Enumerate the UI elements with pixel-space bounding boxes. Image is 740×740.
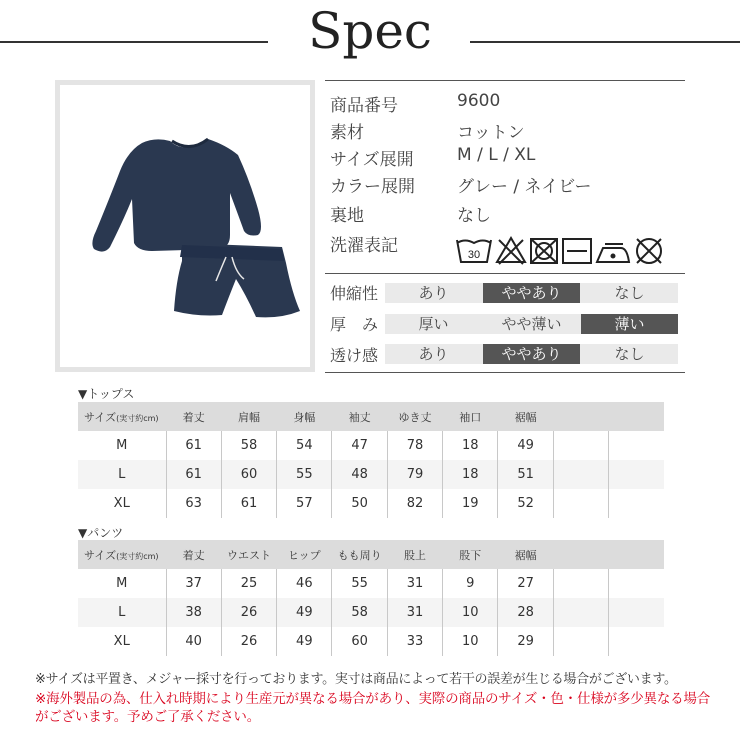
table-cell: 29 xyxy=(498,627,553,656)
table-cell-empty xyxy=(609,598,664,627)
spec-label-material: 素材 xyxy=(330,123,364,143)
column-header: 裾幅 xyxy=(498,402,553,431)
product-photo-frame xyxy=(55,80,315,372)
table-cell: 58 xyxy=(221,431,276,460)
table-cell: 60 xyxy=(221,460,276,489)
pants-section-label: ▼パンツ xyxy=(78,526,124,540)
rating-option: あり xyxy=(418,345,449,363)
table-cell: 47 xyxy=(332,431,387,460)
table-cell: 40 xyxy=(166,627,221,656)
product-photo xyxy=(60,85,310,367)
tops-section-label: ▼トップス xyxy=(78,387,135,401)
rating-bar-thickness xyxy=(385,314,678,334)
column-header: ゆき丈 xyxy=(387,402,442,431)
shorts-image xyxy=(174,243,300,317)
table-row xyxy=(78,627,664,656)
table-cell: 31 xyxy=(387,569,442,598)
spec-label-colors: カラー展開 xyxy=(330,177,415,197)
column-header: 裾幅 xyxy=(498,540,553,569)
table-cell-empty xyxy=(609,627,664,656)
table-cell: 38 xyxy=(166,598,221,627)
table-cell: 18 xyxy=(443,431,498,460)
column-header: ウエスト xyxy=(221,540,276,569)
table-cell: 55 xyxy=(332,569,387,598)
table-cell: 49 xyxy=(498,431,553,460)
rating-option: なし xyxy=(614,345,645,363)
table-cell-empty xyxy=(553,489,608,518)
table-cell: 9 xyxy=(443,569,498,598)
table-cell: 60 xyxy=(332,627,387,656)
column-header: 袖丈 xyxy=(332,402,387,431)
size-cell: XL xyxy=(78,627,166,656)
table-cell-empty xyxy=(609,460,664,489)
rating-label-stretch: 伸縮性 xyxy=(330,284,379,303)
rating-option-selected: ややあり xyxy=(483,283,580,303)
table-cell-empty xyxy=(553,627,608,656)
rating-option: あり xyxy=(418,284,449,302)
column-header-empty xyxy=(553,402,608,431)
table-cell: 48 xyxy=(332,460,387,489)
table-row xyxy=(78,569,664,598)
column-header: 着丈 xyxy=(166,402,221,431)
size-column-header: サイズ(実寸約cm) xyxy=(78,540,166,569)
table-cell: 61 xyxy=(166,460,221,489)
no-bleach-icon xyxy=(497,238,525,264)
column-header-empty xyxy=(553,540,608,569)
table-cell: 25 xyxy=(221,569,276,598)
table-cell-empty xyxy=(553,460,608,489)
table-cell: 49 xyxy=(277,598,332,627)
spec-panel xyxy=(325,80,685,373)
spec-label-item-number: 商品番号 xyxy=(330,96,398,116)
column-header: もも周り xyxy=(332,540,387,569)
rating-option-selected: 薄い xyxy=(581,314,678,334)
spec-value-material: コットン xyxy=(457,123,525,143)
rating-label-sheerness: 透け感 xyxy=(330,346,379,365)
table-cell: 55 xyxy=(277,460,332,489)
column-header: 袖口 xyxy=(443,402,498,431)
column-header: 肩幅 xyxy=(221,402,276,431)
table-row xyxy=(78,460,664,489)
table-cell-empty xyxy=(553,431,608,460)
overseas-product-note: ※海外製品の為、仕入れ時期により生産元が異なる場合があり、実際の商品のサイズ・色・仕様が多少異なる場合がございます。予めご了承ください。 xyxy=(35,691,711,725)
table-row xyxy=(78,598,664,627)
iron-low-icon xyxy=(597,244,629,262)
size-column-header: サイズ(実寸約cm) xyxy=(78,402,166,431)
no-tumble-dry-icon xyxy=(531,239,557,263)
garment-illustration xyxy=(60,85,310,367)
rating-option: なし xyxy=(614,284,645,302)
rating-label-thickness: 厚 み xyxy=(330,315,379,334)
column-header-empty xyxy=(609,402,664,431)
table-cell: 31 xyxy=(387,598,442,627)
sweatshirt-image xyxy=(92,139,261,252)
rating-option-selected: ややあり xyxy=(483,344,580,364)
table-cell: 82 xyxy=(387,489,442,518)
spec-value-sizes: M / L / XL xyxy=(457,145,536,165)
table-cell: 26 xyxy=(221,627,276,656)
rating-divider xyxy=(325,273,685,274)
table-row xyxy=(78,489,664,518)
table-cell-empty xyxy=(609,569,664,598)
rating-bar-stretch xyxy=(385,283,678,303)
size-cell: L xyxy=(78,598,166,627)
care-icons xyxy=(455,234,675,268)
table-cell: 54 xyxy=(277,431,332,460)
size-cell: M xyxy=(78,431,166,460)
spec-label-sizes: サイズ展開 xyxy=(330,150,414,170)
table-row xyxy=(78,431,664,460)
table-cell-empty xyxy=(609,431,664,460)
table-cell: 61 xyxy=(166,431,221,460)
table-cell: 58 xyxy=(332,598,387,627)
table-cell: 37 xyxy=(166,569,221,598)
table-cell: 18 xyxy=(443,460,498,489)
table-cell: 50 xyxy=(332,489,387,518)
spec-value-lining: なし xyxy=(457,206,491,226)
table-header-row xyxy=(78,540,664,569)
spec-value-item-number: 9600 xyxy=(457,91,501,111)
table-cell: 33 xyxy=(387,627,442,656)
table-cell: 63 xyxy=(166,489,221,518)
size-cell: XL xyxy=(78,489,166,518)
table-cell-empty xyxy=(553,598,608,627)
table-cell: 61 xyxy=(221,489,276,518)
table-cell: 79 xyxy=(387,460,442,489)
table-cell: 51 xyxy=(498,460,553,489)
spec-label-lining: 裏地 xyxy=(330,206,364,226)
header-rule-right xyxy=(470,41,740,43)
table-cell-empty xyxy=(609,489,664,518)
tops-size-table xyxy=(78,402,664,518)
table-cell: 52 xyxy=(498,489,553,518)
table-cell: 78 xyxy=(387,431,442,460)
column-header: 着丈 xyxy=(166,540,221,569)
rating-option: やや薄い xyxy=(501,315,562,333)
wash-30-icon xyxy=(457,240,491,262)
table-cell: 10 xyxy=(443,627,498,656)
page-title: Spec xyxy=(308,2,432,60)
table-cell: 46 xyxy=(277,569,332,598)
table-header-row xyxy=(78,402,664,431)
table-cell-empty xyxy=(553,569,608,598)
svg-text:30: 30 xyxy=(467,249,481,261)
pants-size-table xyxy=(78,540,664,656)
measurement-note: ※サイズは平置き、メジャー採寸を行っております。実寸は商品によって若干の誤差が生じる場合がございます。 xyxy=(35,672,677,687)
table-cell: 26 xyxy=(221,598,276,627)
column-header-empty xyxy=(609,540,664,569)
table-cell: 19 xyxy=(443,489,498,518)
table-cell: 27 xyxy=(498,569,553,598)
column-header: 身幅 xyxy=(277,402,332,431)
line-dry-icon xyxy=(563,239,591,263)
size-cell: M xyxy=(78,569,166,598)
column-header: 股下 xyxy=(443,540,498,569)
table-cell: 49 xyxy=(277,627,332,656)
rating-bar-sheerness xyxy=(385,344,678,364)
table-cell: 28 xyxy=(498,598,553,627)
column-header: ヒップ xyxy=(277,540,332,569)
spec-value-colors: グレー / ネイビー xyxy=(457,177,592,197)
rating-option: 厚い xyxy=(418,315,449,333)
column-header: 股上 xyxy=(387,540,442,569)
size-cell: L xyxy=(78,460,166,489)
table-cell: 57 xyxy=(277,489,332,518)
table-cell: 10 xyxy=(443,598,498,627)
spec-label-care: 洗濯表記 xyxy=(330,236,398,256)
no-dry-clean-icon xyxy=(637,239,661,263)
